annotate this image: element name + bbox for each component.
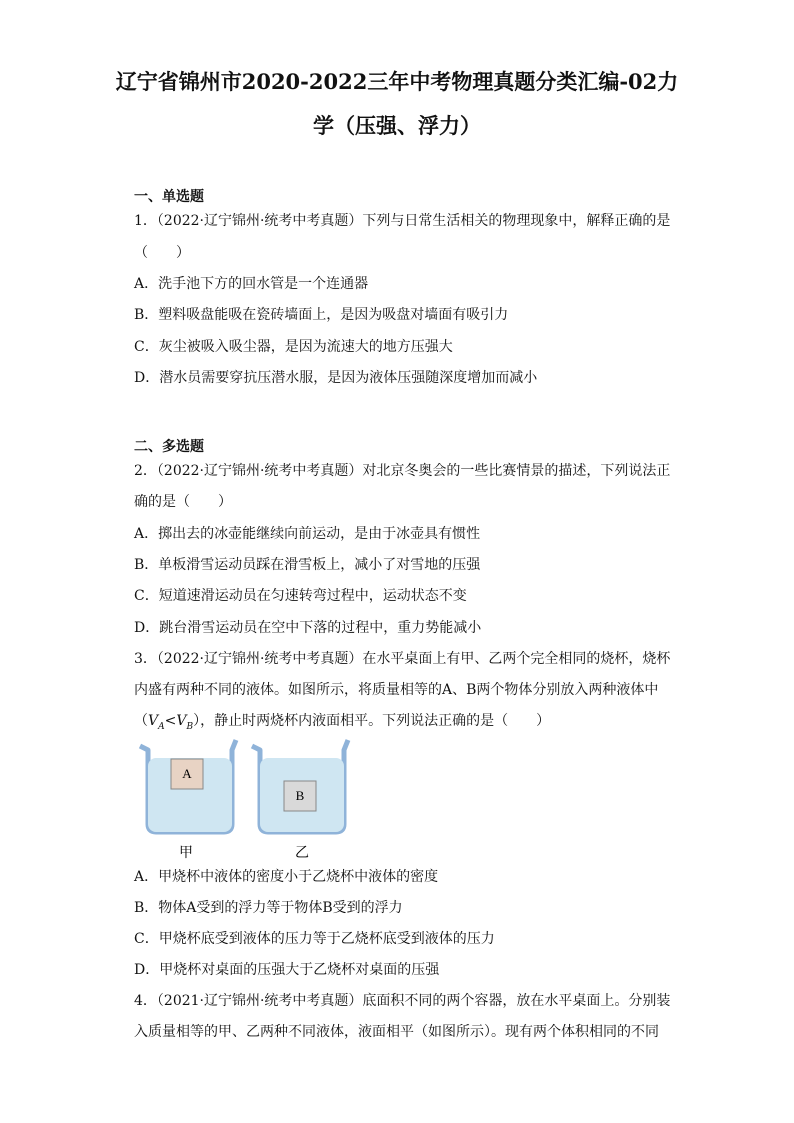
section-heading-multiple-choice: 二、多选题 <box>134 439 204 455</box>
section-heading-single-choice: 一、单选题 <box>134 189 204 205</box>
q1-option-c: C．灰尘被吸入吸尘器，是因为流速大的地方压强大 <box>134 339 453 355</box>
beaker-yi <box>252 740 348 832</box>
q1-option-a: A．洗手池下方的回水管是一个连通器 <box>134 276 369 292</box>
label-jia: 甲 <box>179 845 193 861</box>
var-v-b: V <box>176 713 187 729</box>
q2-stem-line-2: 确的是（ ） <box>134 494 232 510</box>
q3-option-b: B．物体A受到的浮力等于物体B受到的浮力 <box>134 900 403 916</box>
block-a-label: A <box>182 766 192 781</box>
q1-stem-line-2: （ ） <box>134 245 190 261</box>
q3-stem-rest: ），静止时两烧杯内液面相平。下列说法正确的是（ ） <box>193 713 551 729</box>
page-title-line-1: 辽宁省锦州市2020-2022三年中考物理真题分类汇编-02力 <box>115 69 679 94</box>
q1-stem-line-1: 1．（2022·辽宁锦州·统考中考真题）下列与日常生活相关的物理现象中，解释正确的是 <box>134 213 671 229</box>
paren-open: （ <box>134 713 148 729</box>
q4-stem-line-1: 4．（2021·辽宁锦州·统考中考真题）底面积不同的两个容器，放在水平桌面上。分别装 <box>134 993 671 1009</box>
q3-option-d: D．甲烧杯对桌面的压强大于乙烧杯对桌面的压强 <box>134 962 440 978</box>
sub-a: A <box>158 721 165 732</box>
beakers-diagram <box>134 734 354 864</box>
q2-option-a: A．掷出去的冰壶能继续向前运动，是由于冰壶具有惯性 <box>134 526 481 542</box>
q2-stem-line-1: 2．（2022·辽宁锦州·统考中考真题）对北京冬奥会的一些比赛情景的描述，下列说法正 <box>134 463 671 479</box>
block-b-label: B <box>295 788 305 803</box>
less-than: < <box>164 713 177 729</box>
sub-b: B <box>186 721 194 732</box>
q4-stem-line-2: 入质量相等的甲、乙两种不同液体，液面相平（如图所示）。现有两个体积相同的不同 <box>134 1024 659 1040</box>
page-title-line-2: 学（压强、浮力） <box>313 113 481 138</box>
q3-stem-line-3 <box>134 712 550 736</box>
q3-option-a: A．甲烧杯中液体的密度小于乙烧杯中液体的密度 <box>134 869 439 885</box>
label-yi: 乙 <box>295 845 309 861</box>
q1-option-b: B．塑料吸盘能吸在瓷砖墙面上，是因为吸盘对墙面有吸引力 <box>134 307 509 323</box>
var-v-a: V <box>148 713 159 729</box>
q2-option-d: D．跳台滑雪运动员在空中下落的过程中，重力势能减小 <box>134 620 482 636</box>
q1-option-d: D．潜水员需要穿抗压潜水服，是因为液体压强随深度增加而减小 <box>134 370 538 386</box>
q3-stem-line-1: 3．（2022·辽宁锦州·统考中考真题）在水平桌面上有甲、乙两个完全相同的烧杯，烧杯 <box>134 651 671 667</box>
beakers-figure <box>134 734 354 864</box>
beaker-jia <box>140 740 236 832</box>
q2-option-c: C．短道速滑运动员在匀速转弯过程中，运动状态不变 <box>134 588 467 604</box>
q3-option-c: C．甲烧杯底受到液体的压力等于乙烧杯底受到液体的压力 <box>134 931 495 947</box>
q2-option-b: B．单板滑雪运动员踩在滑雪板上，减小了对雪地的压强 <box>134 557 481 573</box>
q3-stem-line-2: 内盛有两种不同的液体。如图所示，将质量相等的A、B两个物体分别放入两种液体中 <box>134 682 659 698</box>
